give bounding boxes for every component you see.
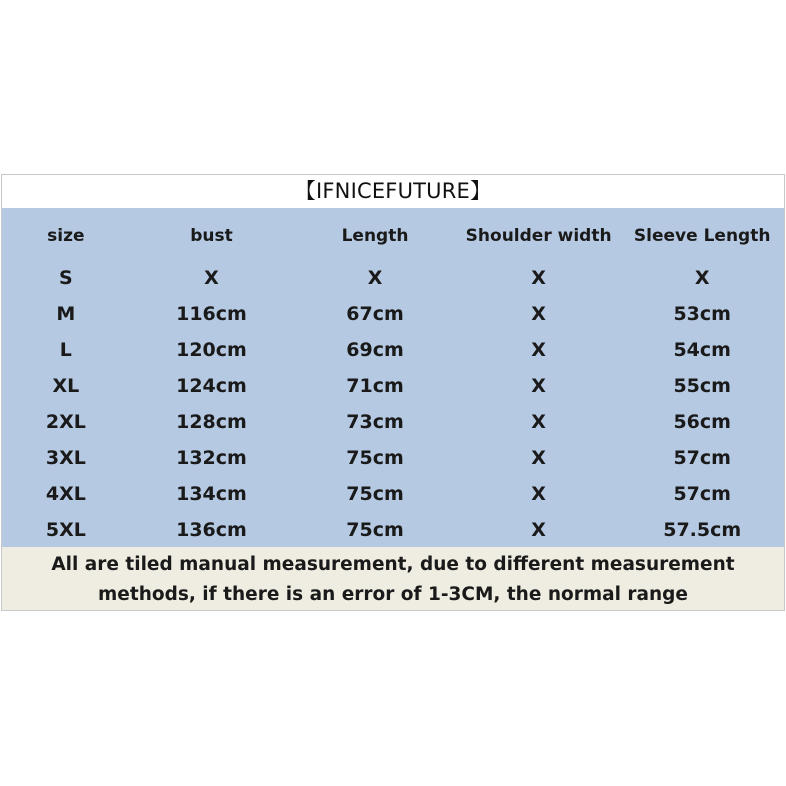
size-chart (1, 174, 785, 611)
header-length: Length (341, 226, 409, 246)
header-shoulder-width: Shoulder width (465, 226, 612, 246)
cell-length: 75cm (346, 483, 404, 505)
cell-bust: 132cm (176, 447, 247, 469)
cell-shoulder-width: X (531, 375, 546, 397)
cell-size: 5XL (45, 519, 86, 541)
cell-length: 69cm (346, 339, 404, 361)
cell-length: 75cm (346, 447, 404, 469)
header-bust: bust (190, 226, 233, 246)
size-table (2, 208, 784, 547)
header-sleeve-length: Sleeve Length (633, 226, 771, 246)
cell-shoulder-width: X (531, 339, 546, 361)
cell-sleeve-length: 55cm (673, 375, 731, 397)
cell-sleeve-length: 57cm (673, 447, 731, 469)
cell-shoulder-width: X (531, 267, 546, 289)
cell-bust: 124cm (176, 375, 247, 397)
table-row (2, 512, 784, 548)
cell-bust: 116cm (176, 303, 247, 325)
note-line-2: methods, if there is an error of 1-3CM, the normal range (98, 584, 688, 605)
cell-sleeve-length: X (694, 267, 710, 289)
cell-bust: X (204, 267, 219, 289)
table-row (2, 440, 784, 476)
cell-bust: 128cm (176, 411, 247, 433)
cell-length: 73cm (346, 411, 404, 433)
table-row (2, 476, 784, 512)
cell-bust: 136cm (176, 519, 247, 541)
cell-size: M (56, 303, 76, 325)
measurement-note (2, 547, 784, 610)
cell-size: 3XL (45, 447, 86, 469)
cell-sleeve-length: 57.5cm (663, 519, 742, 541)
cell-shoulder-width: X (531, 483, 546, 505)
brand-title: 【IFNICEFUTURE】 (2, 175, 784, 208)
cell-bust: 134cm (176, 483, 247, 505)
table-row (2, 332, 784, 368)
table-row (2, 296, 784, 332)
cell-length: 71cm (346, 375, 404, 397)
cell-size: L (59, 339, 72, 361)
cell-sleeve-length: 53cm (673, 303, 731, 325)
cell-bust: 120cm (176, 339, 247, 361)
cell-shoulder-width: X (531, 447, 546, 469)
cell-sleeve-length: 57cm (673, 483, 731, 505)
cell-size: S (58, 267, 73, 289)
cell-shoulder-width: X (531, 303, 546, 325)
cell-shoulder-width: X (531, 519, 546, 541)
cell-sleeve-length: 54cm (673, 339, 731, 361)
cell-sleeve-length: 56cm (673, 411, 731, 433)
header-size: size (47, 226, 85, 246)
table-row (2, 404, 784, 440)
cell-size: 2XL (45, 411, 86, 433)
table-row (2, 368, 784, 404)
table-row (2, 260, 784, 296)
cell-length: 67cm (346, 303, 404, 325)
cell-shoulder-width: X (531, 411, 546, 433)
cell-size: XL (52, 375, 80, 397)
table-header-row (2, 218, 784, 254)
cell-length: X (367, 267, 383, 289)
cell-size: 4XL (45, 483, 86, 505)
cell-length: 75cm (346, 519, 404, 541)
note-line-1: All are tiled manual measurement, due to different measurement (51, 554, 735, 575)
